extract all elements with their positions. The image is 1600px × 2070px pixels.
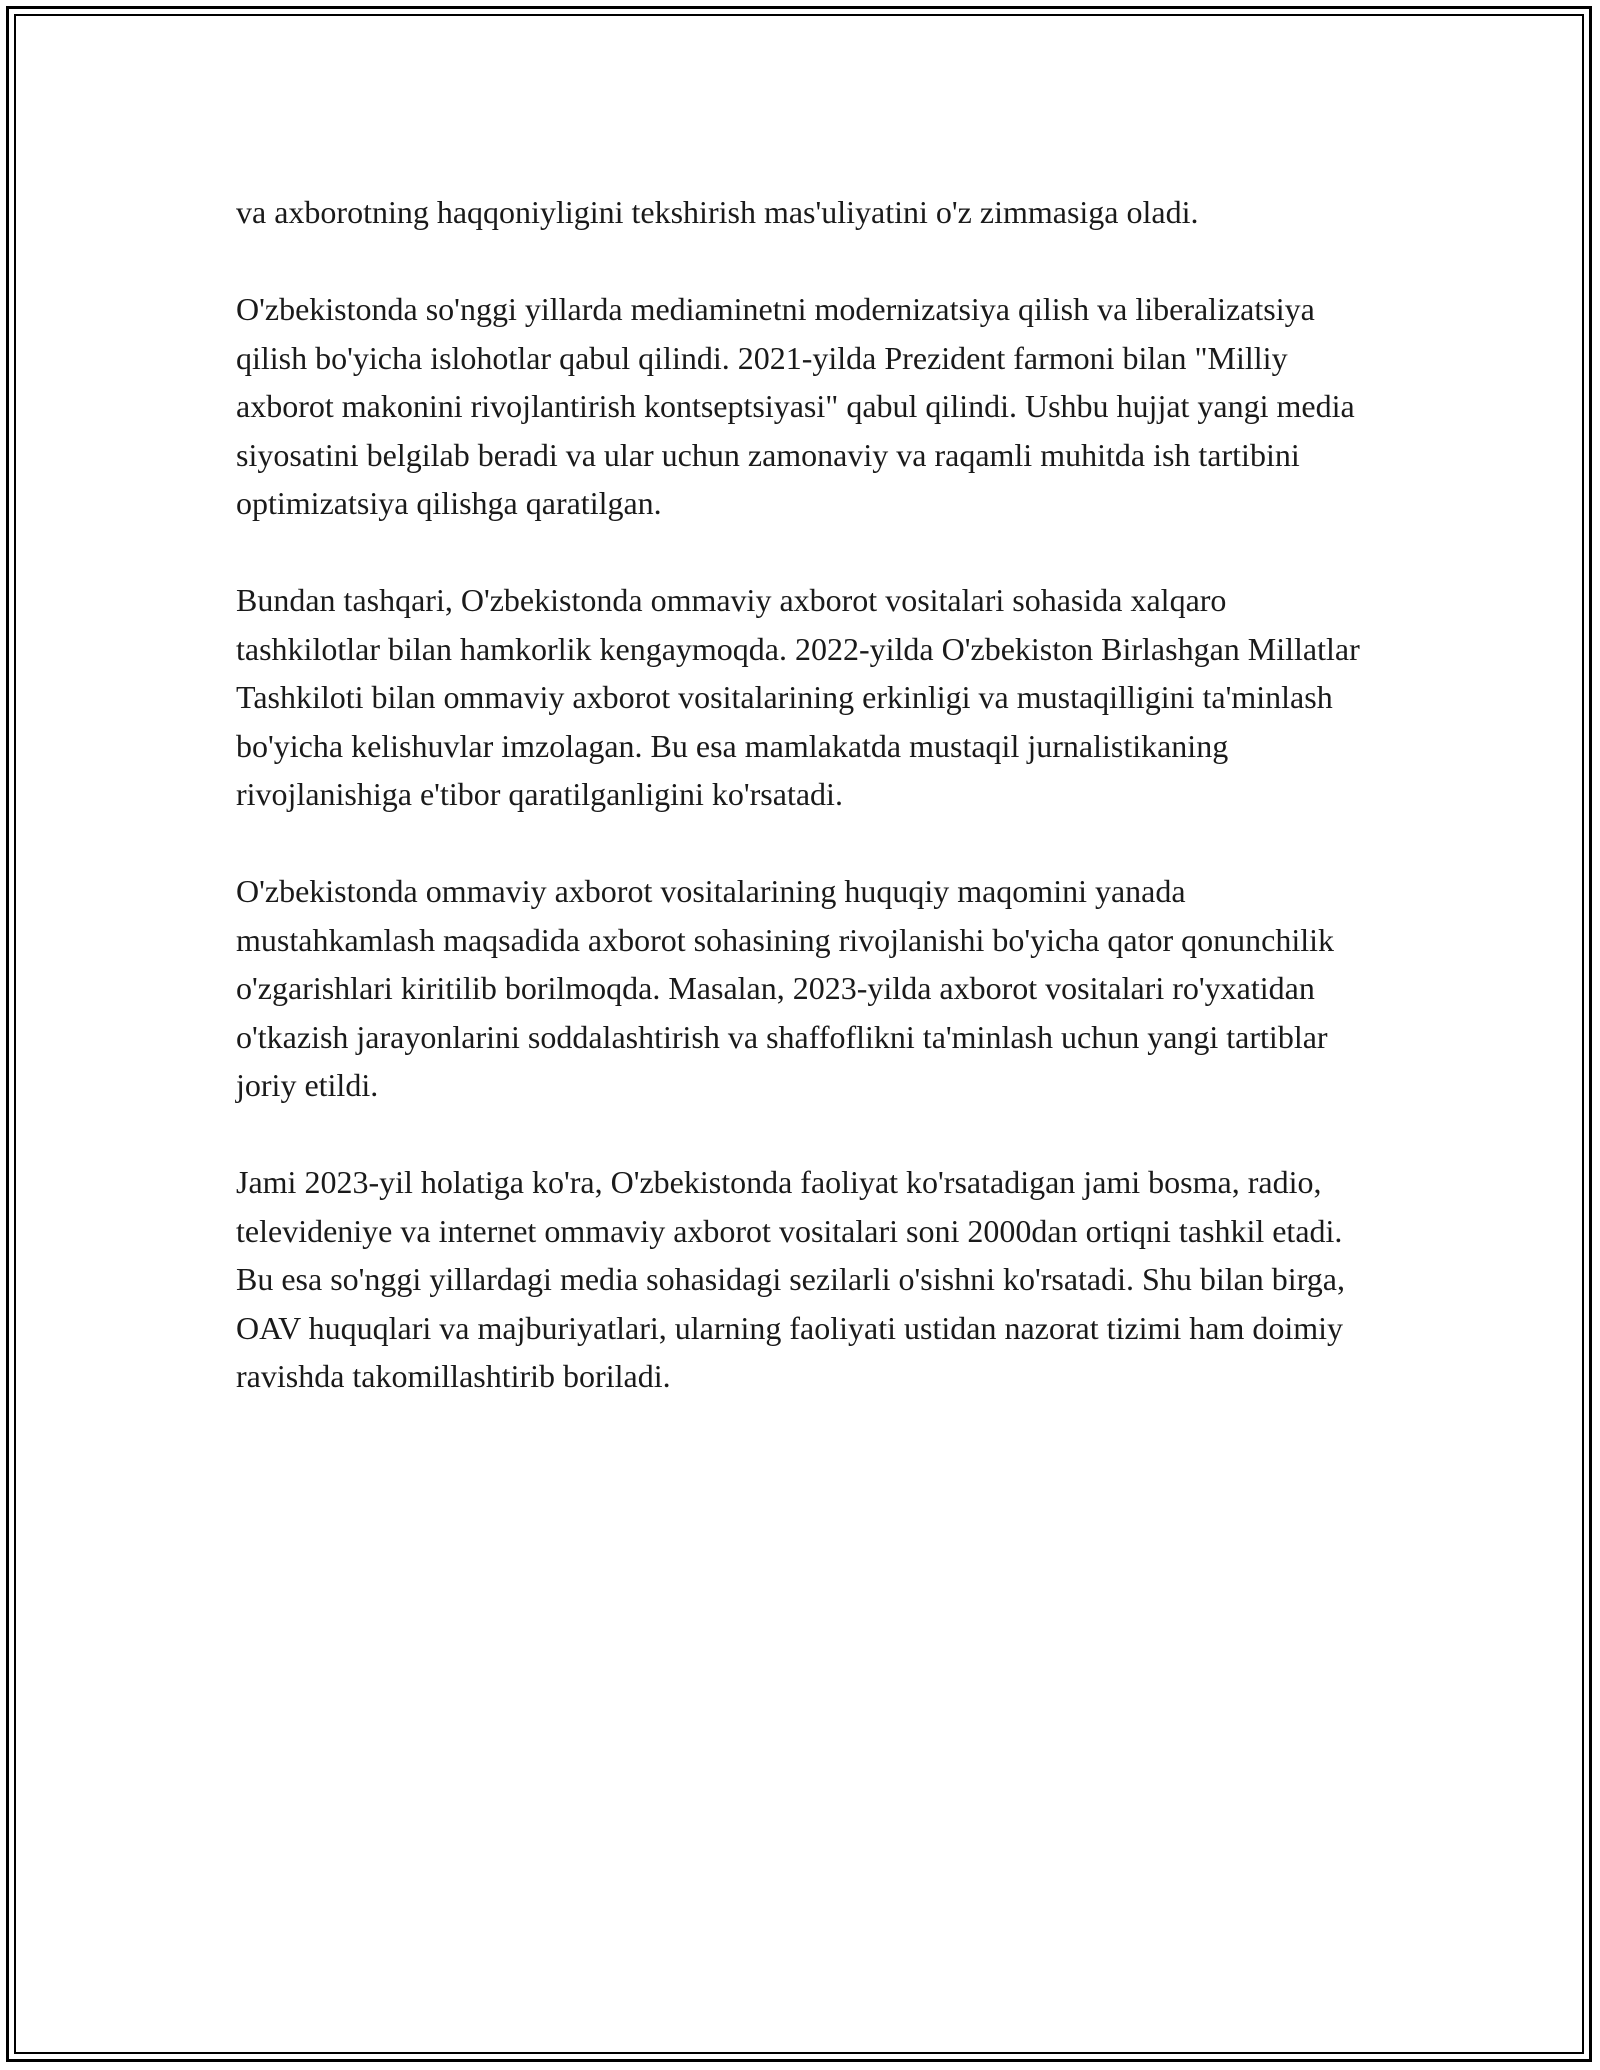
paragraph-1: va axborotning haqqoniyligini tekshirish mas'uliyatini o'z zimmasiga oladi.	[236, 194, 1199, 230]
paragraph-5: Jami 2023-yil holatiga ko'ra, O'zbekistonda faoliyat ko'rsatadigan jami bosma, radio, televideniye va internet ommaviy axborot vositalari soni 2000dan ortiqni tashkil etadi. Bu esa so'nggi yillardagi media sohasidagi sezilarli o'sishni ko'rsatadi. Shu bilan birga, OAV huquqlari va majburiyatlari, ularning faoliyati ustidan nazorat tizimi ham doimiy ravishda takomillashtirib boriladi.	[236, 1164, 1345, 1394]
document-body	[236, 188, 1376, 1449]
paragraph-3: Bundan tashqari, O'zbekistonda ommaviy axborot vositalari sohasida xalqaro tashkilotlar bilan hamkorlik kengaymoqda. 2022-yilda O'zbekiston Birlashgan Millatlar Tashkiloti bilan ommaviy axborot vositalarining erkinligi va mustaqilligini ta'minlash bo'yicha kelishuvlar imzolagan. Bu esa mamlakatda mustaqil jurnalistikaning rivojlanishiga e'tibor qaratilganligini ko'rsatadi.	[236, 582, 1360, 812]
paragraph-2: O'zbekistonda so'nggi yillarda mediaminetni modernizatsiya qilish va liberalizatsiya qilish bo'yicha islohotlar qabul qilindi. 2021-yilda Prezident farmoni bilan "Milliy axborot makonini rivojlantirish kontseptsiyasi" qabul qilindi. Ushbu hujjat yangi media siyosatini belgilab beradi va ular uchun zamonaviy va raqamli muhitda ish tartibini optimizatsiya qilishga qaratilgan.	[236, 291, 1355, 521]
paragraph-4: O'zbekistonda ommaviy axborot vositalarining huquqiy maqomini yanada mustahkamlash maqsadida axborot sohasining rivojlanishi bo'yicha qator qonunchilik o'zgarishlari kiritilib borilmoqda. Masalan, 2023-yilda axborot vositalari ro'yxatidan o'tkazish jarayonlarini soddalashtirish va shaffoflikni ta'minlash uchun yangi tartiblar joriy etildi.	[236, 873, 1335, 1103]
